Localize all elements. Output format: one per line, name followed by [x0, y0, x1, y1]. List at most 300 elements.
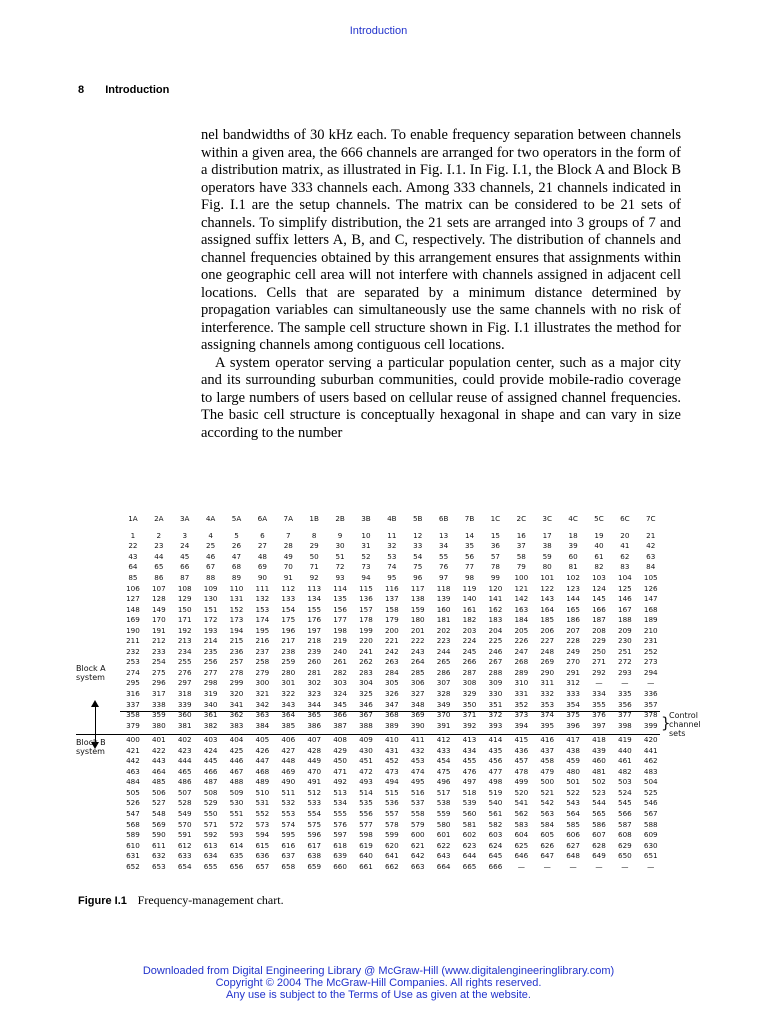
channel-row	[120, 646, 664, 657]
channel-cell: 524	[618, 787, 632, 797]
channel-row	[120, 604, 664, 615]
channel-cell: 2	[156, 530, 162, 540]
channel-cell: 326	[384, 688, 399, 698]
column-header-row	[120, 514, 664, 530]
channel-cell: 124	[592, 583, 606, 593]
channel-cell: 203	[462, 625, 477, 635]
channel-cell: 423	[177, 745, 192, 755]
channel-cell: 389	[384, 720, 399, 730]
channel-cell: 507	[177, 787, 192, 797]
channel-cell: 150	[177, 604, 192, 614]
channel-cell: 564	[566, 808, 580, 818]
channel-cell: 449	[307, 756, 322, 766]
channel-cell: 493	[359, 777, 373, 787]
channel-cell: 662	[384, 861, 399, 871]
channel-matrix-body	[120, 530, 664, 872]
channel-cell: —	[647, 861, 655, 871]
channel-cell: 501	[566, 777, 580, 787]
channel-cell: 247	[514, 646, 529, 656]
channel-cell: 67	[206, 562, 216, 572]
channel-cell: 401	[151, 735, 166, 745]
channel-cell: 575	[307, 819, 322, 829]
channel-cell: 288	[488, 667, 503, 677]
channel-cell: 273	[643, 657, 658, 667]
channel-row	[120, 667, 664, 678]
channel-cell: 588	[643, 819, 658, 829]
channel-cell: 114	[333, 583, 347, 593]
channel-cell: 611	[151, 840, 166, 850]
channel-cell: 220	[359, 636, 373, 646]
channel-cell: 413	[462, 735, 477, 745]
channel-cell: 278	[229, 667, 244, 677]
channel-cell: 180	[410, 615, 425, 625]
channel-cell: 328	[436, 688, 451, 698]
channel-cell: 73	[361, 562, 371, 572]
channel-cell: 655	[203, 861, 218, 871]
channel-cell: 252	[643, 646, 658, 656]
channel-cell: 624	[488, 840, 503, 850]
channel-cell: 249	[566, 646, 580, 656]
channel-cell: 432	[410, 745, 425, 755]
channel-cell: 332	[540, 688, 555, 698]
channel-cell: 666	[488, 861, 503, 871]
channel-cell: 387	[333, 720, 347, 730]
channel-cell: 65	[154, 562, 164, 572]
channel-cell: 306	[410, 678, 425, 688]
channel-cell: 534	[333, 798, 347, 808]
channel-cell: 445	[203, 756, 218, 766]
channel-cell: 162	[488, 604, 503, 614]
channel-row	[120, 562, 664, 573]
channel-cell: 102	[566, 572, 580, 582]
channel-cell: 634	[203, 851, 218, 861]
channel-cell: 539	[462, 798, 477, 808]
channel-cell: 327	[410, 688, 425, 698]
channel-cell: 72	[335, 562, 345, 572]
channel-cell: 368	[384, 710, 399, 720]
channel-cell: 157	[359, 604, 373, 614]
channel-row	[120, 766, 664, 777]
channel-cell: 230	[618, 636, 632, 646]
channel-cell: 569	[151, 819, 166, 829]
channel-cell: 398	[618, 720, 632, 730]
channel-cell: 515	[384, 787, 399, 797]
channel-cell: 476	[462, 766, 477, 776]
channel-cell: 495	[410, 777, 425, 787]
channel-row	[120, 720, 664, 731]
channel-cell: 654	[177, 861, 192, 871]
channel-cell: 434	[462, 745, 477, 755]
channel-cell: 171	[177, 615, 192, 625]
channel-cell: 433	[436, 745, 451, 755]
column-header: 5A	[231, 514, 242, 523]
channel-cell: 63	[646, 551, 656, 561]
channel-cell: 23	[154, 541, 164, 551]
channel-cell: 240	[333, 646, 347, 656]
channel-cell: 395	[540, 720, 555, 730]
channel-cell: 167	[618, 604, 632, 614]
channel-cell: 218	[307, 636, 322, 646]
channel-cell: 486	[177, 777, 192, 787]
channel-cell: 659	[307, 861, 322, 871]
channel-cell: 474	[410, 766, 425, 776]
channel-cell: 403	[203, 735, 218, 745]
channel-cell: 109	[203, 583, 218, 593]
running-head	[78, 84, 169, 96]
channel-cell: 633	[177, 851, 192, 861]
channel-cell: 593	[229, 830, 244, 840]
channel-cell: 35	[464, 541, 475, 551]
channel-cell: 53	[387, 551, 397, 561]
channel-cell: 37	[516, 541, 526, 551]
channel-cell: 566	[618, 808, 632, 818]
channel-cell: 617	[307, 840, 322, 850]
channel-cell: 382	[203, 720, 218, 730]
channel-cell: 104	[618, 572, 632, 582]
channel-cell: 166	[592, 604, 606, 614]
channel-cell: 464	[151, 766, 166, 776]
block-a-label-line2: system	[76, 673, 105, 682]
channel-cell: 156	[333, 604, 347, 614]
channel-cell: 330	[488, 688, 503, 698]
channel-cell: 615	[255, 840, 270, 850]
channel-cell: 594	[255, 830, 270, 840]
column-header: 2B	[335, 514, 345, 523]
channel-cell: 36	[490, 541, 500, 551]
channel-cell: 101	[540, 572, 555, 582]
paragraph-2: A system operator serving a particular population center, such as a major city and its surrounding suburban communities, could provide mobile-radio coverage to large numbers of users based on cellular reuse of assigned channel frequencies. The basic cell structure is conceptually hexagonal in shape and can vary in size according to the number	[201, 354, 681, 441]
channel-cell: 216	[255, 636, 270, 646]
channel-cell: 620	[384, 840, 399, 850]
channel-cell: 650	[618, 851, 632, 861]
channel-cell: 665	[462, 861, 477, 871]
channel-cell: 537	[410, 798, 425, 808]
channel-cell: 418	[592, 735, 606, 745]
channel-cell: 248	[540, 646, 555, 656]
control-set-top-line	[120, 711, 660, 712]
channel-cell: 57	[490, 551, 500, 561]
channel-cell: 233	[151, 646, 166, 656]
channel-cell: 405	[255, 735, 270, 745]
channel-cell: 282	[333, 667, 347, 677]
channel-cell: 508	[203, 787, 218, 797]
channel-cell: 128	[151, 594, 166, 604]
channel-cell: 40	[594, 541, 604, 551]
channel-cell: 7	[286, 530, 291, 540]
channel-cell: 437	[540, 745, 555, 755]
channel-cell: 517	[436, 787, 451, 797]
channel-cell: 255	[177, 657, 192, 667]
column-header: 4B	[387, 514, 397, 523]
channel-cell: 219	[333, 636, 347, 646]
channel-row	[120, 755, 664, 766]
channel-cell: 179	[384, 615, 399, 625]
channel-cell: 256	[203, 657, 218, 667]
channel-cell: 376	[592, 710, 606, 720]
channel-cell: 4	[208, 530, 213, 540]
channel-cell: 139	[436, 594, 451, 604]
channel-cell: 584	[540, 819, 555, 829]
channel-cell: 160	[436, 604, 451, 614]
footer-download-link[interactable]: Downloaded from Digital Engineering Library @ McGraw-Hill (www.digitalengineeringlibrary.com)	[142, 965, 615, 977]
channel-cell: 30	[335, 541, 345, 551]
channel-cell: 244	[436, 646, 451, 656]
channel-cell: 614	[229, 840, 244, 850]
channel-cell: 447	[255, 756, 270, 766]
arrow-up-icon	[91, 700, 99, 707]
channel-cell: 99	[490, 572, 500, 582]
channel-cell: 187	[592, 615, 606, 625]
channel-cell: 485	[151, 777, 166, 787]
channel-cell: 589	[126, 830, 140, 840]
channel-cell: 82	[594, 562, 604, 572]
channel-cell: 189	[643, 615, 658, 625]
channel-cell: 294	[643, 667, 658, 677]
channel-cell: 251	[618, 646, 632, 656]
column-header: 6B	[438, 514, 449, 523]
channel-cell: 471	[333, 766, 347, 776]
channel-cell: 653	[151, 861, 166, 871]
chapter-header-link[interactable]: Introduction	[349, 25, 408, 37]
control-label-line3: sets	[669, 729, 686, 738]
channel-cell: 106	[126, 583, 140, 593]
channel-cell: 192	[177, 625, 192, 635]
channel-cell: 454	[436, 756, 451, 766]
channel-cell: 567	[643, 808, 658, 818]
channel-cell: 557	[384, 808, 399, 818]
channel-cell: 375	[566, 710, 580, 720]
channel-cell: 530	[229, 798, 244, 808]
running-head-title: Introduction	[105, 84, 170, 96]
channel-cell: 153	[255, 604, 270, 614]
channel-cell: 491	[307, 777, 322, 787]
channel-cell: 427	[281, 745, 296, 755]
channel-cell: 285	[410, 667, 425, 677]
channel-cell: 174	[255, 615, 270, 625]
channel-cell: 5	[234, 530, 239, 540]
footer-copyright: Copyright © 2004 The McGraw-Hill Companies. All rights reserved.	[215, 977, 542, 989]
column-header: 4A	[205, 514, 216, 523]
channel-cell: 304	[359, 678, 373, 688]
channel-cell: 528	[177, 798, 192, 808]
channel-cell: 43	[128, 551, 138, 561]
channel-cell: 298	[203, 678, 218, 688]
channel-cell: 229	[592, 636, 606, 646]
channel-cell: 378	[643, 710, 658, 720]
channel-cell: 651	[643, 851, 658, 861]
channel-cell: 461	[618, 756, 632, 766]
channel-cell: 214	[203, 636, 218, 646]
channel-cell: 482	[618, 766, 632, 776]
channel-cell: 431	[384, 745, 399, 755]
channel-cell: 42	[646, 541, 656, 551]
channel-cell: 163	[514, 604, 529, 614]
channel-cell: 26	[231, 541, 242, 551]
column-header: 3B	[361, 514, 371, 523]
channel-cell: 226	[514, 636, 529, 646]
channel-cell: 271	[592, 657, 606, 667]
channel-cell: 412	[436, 735, 451, 745]
channel-cell: 200	[384, 625, 399, 635]
channel-cell: —	[569, 861, 577, 871]
channel-cell: 430	[359, 745, 373, 755]
channel-cell: 343	[281, 699, 296, 709]
channel-cell: 299	[229, 678, 244, 688]
channel-cell: 59	[542, 551, 552, 561]
channel-cell: 499	[514, 777, 529, 787]
channel-cell: 110	[229, 583, 244, 593]
channel-cell: 636	[255, 851, 270, 861]
body-text	[201, 127, 681, 442]
column-header: 1B	[309, 514, 319, 523]
channel-cell: 612	[177, 840, 192, 850]
channel-cell: 158	[384, 604, 399, 614]
channel-cell: 250	[592, 646, 606, 656]
channel-cell: 478	[514, 766, 529, 776]
channel-cell: 137	[384, 594, 399, 604]
channel-cell: 324	[333, 688, 347, 698]
channel-cell: 254	[151, 657, 166, 667]
channel-cell: 500	[540, 777, 555, 787]
channel-cell: 183	[488, 615, 503, 625]
channel-cell: 349	[436, 699, 451, 709]
channel-cell: 597	[333, 830, 347, 840]
channel-cell: 39	[568, 541, 578, 551]
channel-cell: 463	[126, 766, 140, 776]
footer-terms-link[interactable]: Any use is subject to the Terms of Use as given at the website.	[226, 989, 531, 1001]
channel-cell: 366	[333, 710, 347, 720]
figure-caption	[78, 893, 284, 908]
channel-cell: 148	[126, 604, 140, 614]
channel-cell: 290	[540, 667, 555, 677]
channel-cell: 241	[359, 646, 373, 656]
channel-cell: 371	[462, 710, 477, 720]
channel-cell: 577	[359, 819, 373, 829]
channel-row	[120, 734, 664, 745]
channel-cell: 351	[488, 699, 503, 709]
channel-row	[120, 541, 664, 552]
channel-cell: 457	[514, 756, 529, 766]
channel-cell: 439	[592, 745, 606, 755]
channel-cell: 337	[126, 699, 140, 709]
channel-cell: 12	[413, 530, 423, 540]
channel-cell: 640	[359, 851, 373, 861]
channel-cell: 604	[514, 830, 529, 840]
channel-cell: 347	[384, 699, 399, 709]
channel-cell: 399	[643, 720, 658, 730]
channel-cell: 512	[307, 787, 322, 797]
channel-cell: 46	[206, 551, 216, 561]
channel-cell: 424	[203, 745, 218, 755]
channel-cell: 386	[307, 720, 322, 730]
channel-cell: 356	[618, 699, 632, 709]
channel-cell: 123	[566, 583, 580, 593]
channel-cell: 24	[180, 541, 190, 551]
channel-cell: 352	[514, 699, 529, 709]
channel-cell: 590	[151, 830, 166, 840]
channel-cell: 645	[488, 851, 503, 861]
channel-cell: 409	[359, 735, 373, 745]
channel-cell: 119	[462, 583, 477, 593]
channel-cell: 267	[488, 657, 503, 667]
channel-cell: 169	[126, 615, 140, 625]
channel-cell: 553	[281, 808, 296, 818]
channel-row	[120, 829, 664, 840]
channel-cell: 68	[231, 562, 242, 572]
channel-cell: 404	[229, 735, 244, 745]
channel-cell: —	[621, 678, 629, 688]
channel-cell: 274	[126, 667, 140, 677]
channel-cell: 406	[281, 735, 296, 745]
channel-cell: 637	[281, 851, 296, 861]
page-number: 8	[78, 84, 85, 96]
channel-cell: 307	[436, 678, 451, 688]
channel-cell: 308	[462, 678, 477, 688]
channel-cell: 394	[514, 720, 529, 730]
channel-cell: 261	[333, 657, 347, 667]
channel-cell: 22	[128, 541, 138, 551]
channel-cell: 117	[410, 583, 425, 593]
channel-cell: —	[621, 861, 629, 871]
channel-cell: 460	[592, 756, 606, 766]
channel-cell: 513	[333, 787, 347, 797]
channel-cell: 196	[281, 625, 296, 635]
channel-cell: 3	[182, 530, 188, 540]
channel-cell: 419	[618, 735, 632, 745]
column-header: 6C	[620, 514, 630, 523]
channel-cell: 275	[151, 667, 166, 677]
channel-cell: 370	[436, 710, 451, 720]
channel-cell: 133	[281, 594, 296, 604]
channel-cell: 235	[203, 646, 218, 656]
channel-cell: 311	[540, 678, 555, 688]
channel-cell: 542	[540, 798, 555, 808]
channel-cell: 422	[151, 745, 166, 755]
channel-cell: 648	[566, 851, 580, 861]
channel-cell: 362	[229, 710, 244, 720]
channel-cell: 570	[177, 819, 192, 829]
channel-cell: 33	[413, 541, 423, 551]
channel-cell: 541	[514, 798, 529, 808]
channel-cell: 574	[281, 819, 296, 829]
channel-cell: 546	[643, 798, 658, 808]
block-b-label	[76, 738, 106, 756]
channel-cell: 182	[462, 615, 477, 625]
channel-cell: 602	[462, 830, 477, 840]
channel-cell: 232	[126, 646, 140, 656]
channel-cell: 443	[151, 756, 166, 766]
channel-cell: 410	[384, 735, 399, 745]
channel-cell: 354	[566, 699, 580, 709]
channel-cell: 126	[643, 583, 658, 593]
channel-cell: 442	[126, 756, 140, 766]
channel-cell: 489	[255, 777, 270, 787]
channel-cell: 339	[177, 699, 192, 709]
channel-cell: 488	[229, 777, 244, 787]
channel-cell: 281	[307, 667, 322, 677]
channel-cell: 428	[307, 745, 322, 755]
channel-cell: 69	[257, 562, 267, 572]
channel-cell: 372	[488, 710, 503, 720]
channel-cell: 309	[488, 678, 503, 688]
channel-cell: 548	[151, 808, 166, 818]
channel-row	[120, 614, 664, 625]
channel-cell: 242	[384, 646, 399, 656]
channel-cell: 481	[592, 766, 606, 776]
channel-cell: 644	[462, 851, 477, 861]
channel-cell: 453	[410, 756, 425, 766]
channel-cell: 505	[126, 787, 140, 797]
